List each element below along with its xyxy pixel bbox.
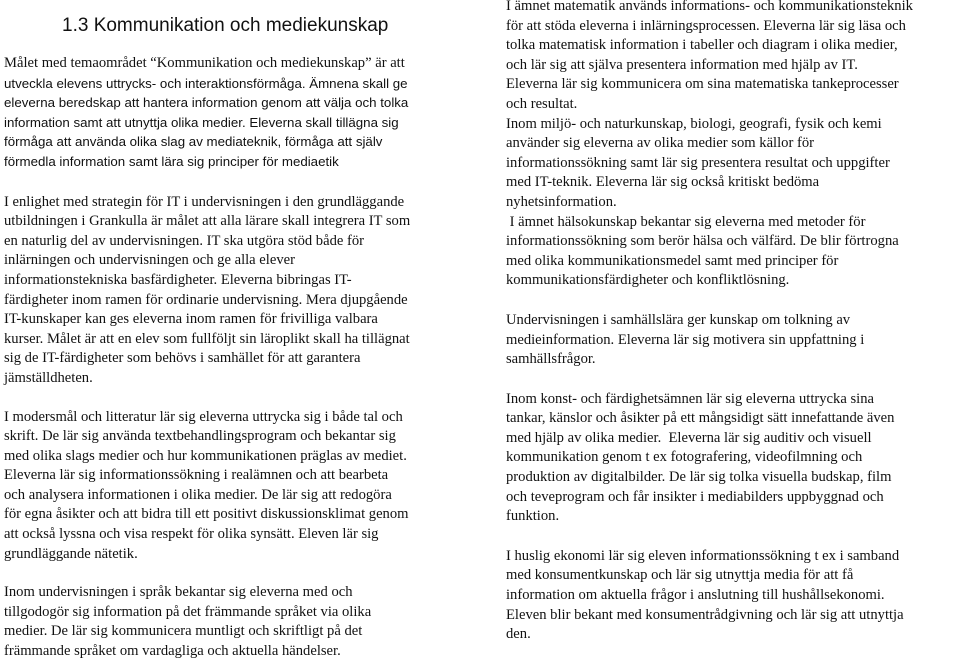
text-line: I modersmål och litteratur lär sig eleverna uttrycka sig i både tal och — [4, 408, 403, 425]
text-line: en naturlig del av undervisningen. IT ska utgöra stöd både för — [4, 232, 365, 249]
section-heading: 1.3 Kommunikation och mediekunskap — [62, 15, 389, 36]
text-line: Eleven blir bekant med konsumentrådgivning och lär sig att utnyttja — [506, 606, 904, 623]
text-line: kommunikation genom t ex fotografering, videofilmning och — [506, 449, 863, 466]
text-line: kommunikationsfärdigheter och konfliktlösning. — [506, 272, 790, 289]
text-line: jämställdheten. — [4, 369, 93, 386]
text-line: med hjälp av olika medier. Eleverna lär sig auditiv och visuell — [506, 429, 872, 446]
text-line: och analysera informationen i olika medier. De lär sig att redogöra — [4, 486, 392, 503]
text-line: Inom undervisningen i språk bekantar sig eleverna med och — [4, 584, 353, 601]
text-line: Inom miljö- och naturkunskap, biologi, geografi, fysik och kemi — [506, 115, 882, 132]
text-line: informationstekniska basfärdigheter. Eleverna bibringas IT- — [4, 271, 352, 288]
text-line: IT-kunskaper kan ges eleverna inom ramen för frivilliga valbara — [4, 311, 378, 328]
text-line: den. — [506, 626, 531, 643]
text-line: medieinformation. Eleverna lär sig motivera sin uppfattning i — [506, 331, 865, 348]
text-line: med konsumentkunskap och lär sig utnyttja media för att få — [506, 567, 854, 584]
text-line: tankar, känslor och åsikter på ett mångsidigt sätt innefattande även — [506, 410, 895, 427]
text-line: inlärningen och undervisningen och ge alla elever — [4, 252, 295, 269]
text-line: och lär sig att själva presentera information med hjälp av IT. — [506, 56, 858, 73]
text-line: förmåga att använda olika slag av mediateknik, förmåga att själv — [4, 134, 383, 150]
text-line: och resultat. — [506, 95, 578, 112]
left-column — [4, 0, 464, 662]
text-line: tillgodogör sig information på det främmande språket via olika — [4, 603, 372, 620]
text-line: tolka matematisk information i tabeller och diagram i olika medier, — [506, 37, 898, 54]
text-line: för egna åsikter och att bidra till ett positivt diskussionsklimat genom — [4, 506, 409, 523]
text-line: nyhetsinformation. — [506, 193, 617, 210]
arts-paragraph — [506, 390, 956, 527]
text-line: Eleverna lär sig kommunicera om sina matematiska tankeprocesser — [506, 76, 899, 93]
text-line: I ämnet matematik används informations- och kommunikationsteknik — [506, 0, 913, 14]
text-line: utbildningen i Grankulla är målet att alla lärare skall integrera IT som — [4, 213, 411, 230]
text-line: utveckla elevens uttrycks- och interaktionsförmåga. Ämnena skall ge — [4, 75, 408, 91]
text-line: färdigheter inom ramen för ordinarie undervisning. Mera djupgående — [4, 291, 408, 308]
text-line: Målet med temaområdet “Kommunikation och mediekunskap” är att — [4, 55, 405, 71]
text-line: information samt att utnyttja olika medier. Eleverna skall tillägna sig — [4, 114, 399, 130]
text-line: och teveprogram och får insikter i mediabilders uppbyggnad och — [506, 488, 884, 505]
text-line: förmedla information samt lära sig principer för mediaetik — [4, 153, 339, 169]
text-line: Eleverna lär sig informationssökning i realämnen och att bearbeta — [4, 467, 389, 484]
social-studies-paragraph — [506, 311, 956, 370]
math-science-health-paragraph — [506, 0, 956, 291]
text-line: I huslig ekonomi lär sig eleven informationssökning t ex i samband — [506, 547, 900, 564]
text-line: att också lyssna och visa respekt för olika synsätt. Eleven lär sig — [4, 526, 379, 543]
text-line: medier. De lär sig kommunicera muntligt och skriftligt på det — [4, 623, 363, 640]
text-line: funktion. — [506, 508, 560, 525]
text-line: informationssökning som berör hälsa och välfärd. De blir förtrogna — [506, 233, 899, 250]
text-line: använder sig eleverna av olika medier som källor för — [506, 135, 814, 152]
text-line: med olika kommunikationsmedel samt med principer för — [506, 252, 839, 269]
text-line: I enlighet med strategin för IT i undervisningen i den grundläggande — [4, 193, 405, 210]
text-line: med olika slags medier och hur kommunikationen präglas av mediet. — [4, 447, 407, 464]
text-line: Undervisningen i samhällslära ger kunskap om tolkning av — [506, 311, 851, 328]
text-line: sig de IT-färdigheter som behövs i samhället för att garantera — [4, 350, 361, 367]
mother-tongue-paragraph — [4, 408, 464, 565]
right-column — [506, 0, 956, 645]
text-line: med IT-teknik. Eleverna lär sig också kritiskt bedöma — [506, 174, 820, 191]
intro-paragraph — [4, 54, 464, 172]
text-line: främmande språket om vardagliga och aktuella händelser. — [4, 643, 341, 660]
home-economics-paragraph — [506, 547, 956, 645]
text-line: samhällsfrågor. — [506, 351, 596, 368]
it-strategy-paragraph — [4, 193, 464, 389]
text-line: skrift. De lär sig använda textbehandlingsprogram och bekantar sig — [4, 428, 396, 445]
languages-paragraph — [4, 583, 464, 661]
text-line: Inom konst- och färdighetsämnen lär sig eleverna uttrycka sina — [506, 390, 874, 407]
text-line: eleverna beredskap att hantera information genom att välja och tolka — [4, 95, 409, 111]
text-line: informationssökning samt lär sig presentera resultat och uppgifter — [506, 154, 890, 171]
text-line: produktion av digitalbilder. De lär sig tolka visuella budskap, film — [506, 469, 892, 486]
text-line: för att stöda eleverna i inlärningsprocessen. Eleverna lär sig läsa och — [506, 17, 906, 34]
text-line: I ämnet hälsokunskap bekantar sig eleverna med metoder för — [506, 213, 866, 230]
text-line: grundläggande nätetik. — [4, 545, 138, 562]
text-line: information om aktuella frågor i anslutning till hushållsekonomi. — [506, 587, 885, 604]
text-line: kurser. Målet är att en elev som fullföljt sin läroplikt skall ha tillägnat — [4, 330, 410, 347]
